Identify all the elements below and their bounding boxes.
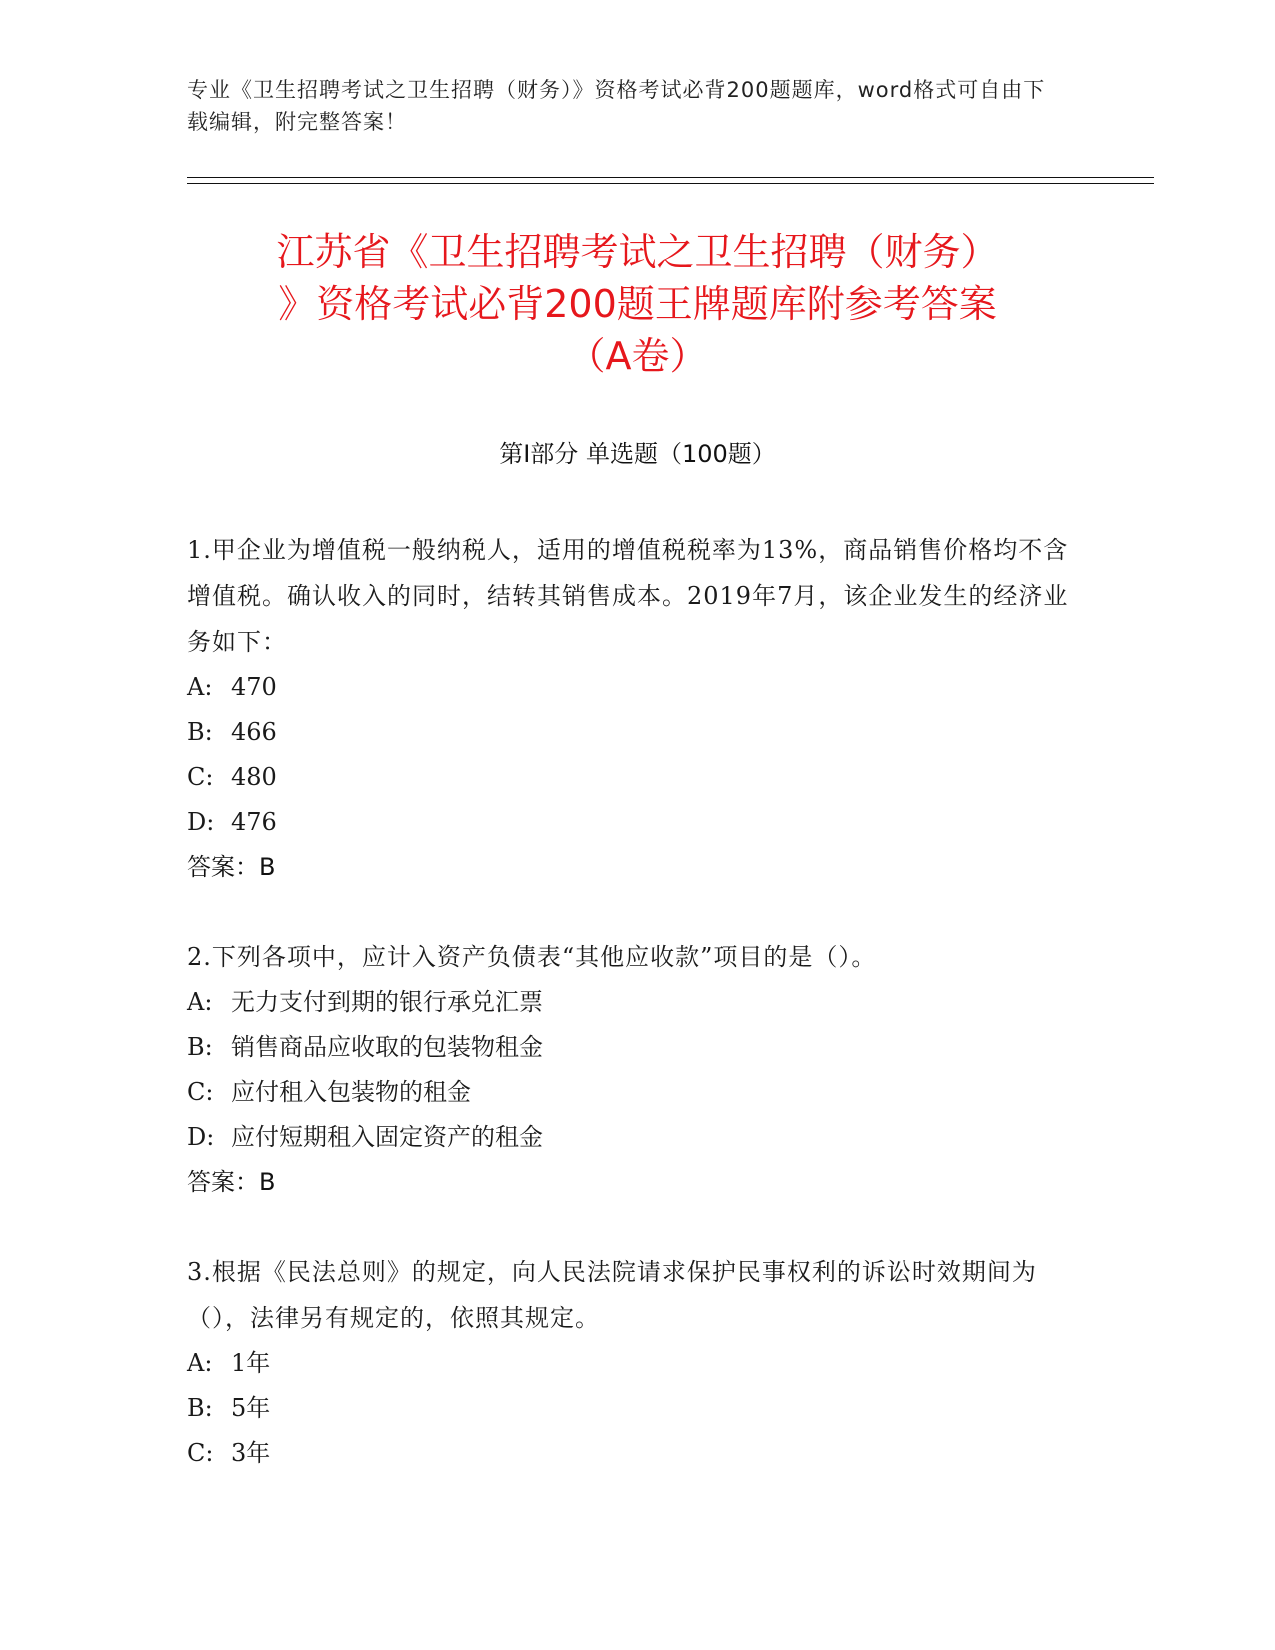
option-key: B:: [187, 718, 213, 746]
option-key: C:: [187, 1078, 214, 1106]
document-title-line-3: （A卷）: [567, 334, 708, 378]
option-b: [187, 1386, 1087, 1431]
option-c: [187, 1431, 1087, 1476]
option-text: 无力支付到期的银行承兑汇票: [231, 988, 543, 1016]
option-text: 销售商品应收取的包装物租金: [231, 1033, 543, 1061]
option-key: A:: [187, 988, 213, 1016]
option-key: B:: [187, 1033, 213, 1061]
document-title-line-2: 》资格考试必背200题王牌题库附参考答案: [278, 282, 997, 326]
question-stem: 2.下列各项中，应计入资产负债表“其他应收款”项目的是（）。: [187, 943, 877, 971]
header-rule-top: [187, 177, 1154, 178]
question-1: [187, 527, 1087, 890]
option-c: [187, 755, 1087, 800]
document-title-line-1: 江苏省《卫生招聘考试之卫生招聘（财务）: [276, 230, 999, 274]
question-3: [187, 1249, 1087, 1476]
question-list: [187, 527, 1087, 1520]
option-text: 480: [231, 763, 277, 791]
option-key: A:: [187, 1349, 213, 1377]
option-d: [187, 1115, 1087, 1160]
option-a: [187, 1341, 1087, 1386]
option-d: [187, 800, 1087, 845]
question-stem: 1.甲企业为增值税一般纳税人，适用的增值税税率为13%，商品销售价格均不含增值税。确认收入的同时，结转其销售成本。2019年7月，该企业发生的经济业务如下：: [187, 536, 1069, 656]
option-text: 470: [231, 673, 277, 701]
option-b: [187, 710, 1087, 755]
question-stem: 3.根据《民法总则》的规定，向人民法院请求保护民事权利的诉讼时效期间为（），法律另有规定的，依照其规定。: [187, 1258, 1037, 1332]
question-2: [187, 934, 1087, 1205]
option-key: A:: [187, 673, 213, 701]
option-b: [187, 1025, 1087, 1070]
section-title: 第I部分 单选题（100题）: [499, 440, 776, 468]
option-text: 应付短期租入固定资产的租金: [231, 1123, 543, 1151]
option-text: 1年: [231, 1349, 271, 1377]
option-key: B:: [187, 1394, 213, 1422]
option-key: C:: [187, 1439, 214, 1467]
option-key: D:: [187, 808, 215, 836]
option-key: C:: [187, 763, 214, 791]
option-c: [187, 1070, 1087, 1115]
option-text: 466: [231, 718, 277, 746]
document-title: [150, 226, 1125, 382]
option-text: 476: [231, 808, 277, 836]
answer-line: 答案：B: [187, 1168, 276, 1196]
option-text: 应付租入包装物的租金: [231, 1078, 471, 1106]
option-a: [187, 980, 1087, 1025]
header-rule-bottom: [187, 183, 1154, 184]
header-note: 专业《卫生招聘考试之卫生招聘（财务）》资格考试必背200题题库，word格式可自由下载编辑，附完整答案！: [187, 78, 1046, 134]
option-a: [187, 665, 1087, 710]
option-text: 5年: [231, 1394, 271, 1422]
option-text: 3年: [231, 1439, 271, 1467]
answer-line: 答案：B: [187, 853, 276, 881]
option-key: D:: [187, 1123, 215, 1151]
